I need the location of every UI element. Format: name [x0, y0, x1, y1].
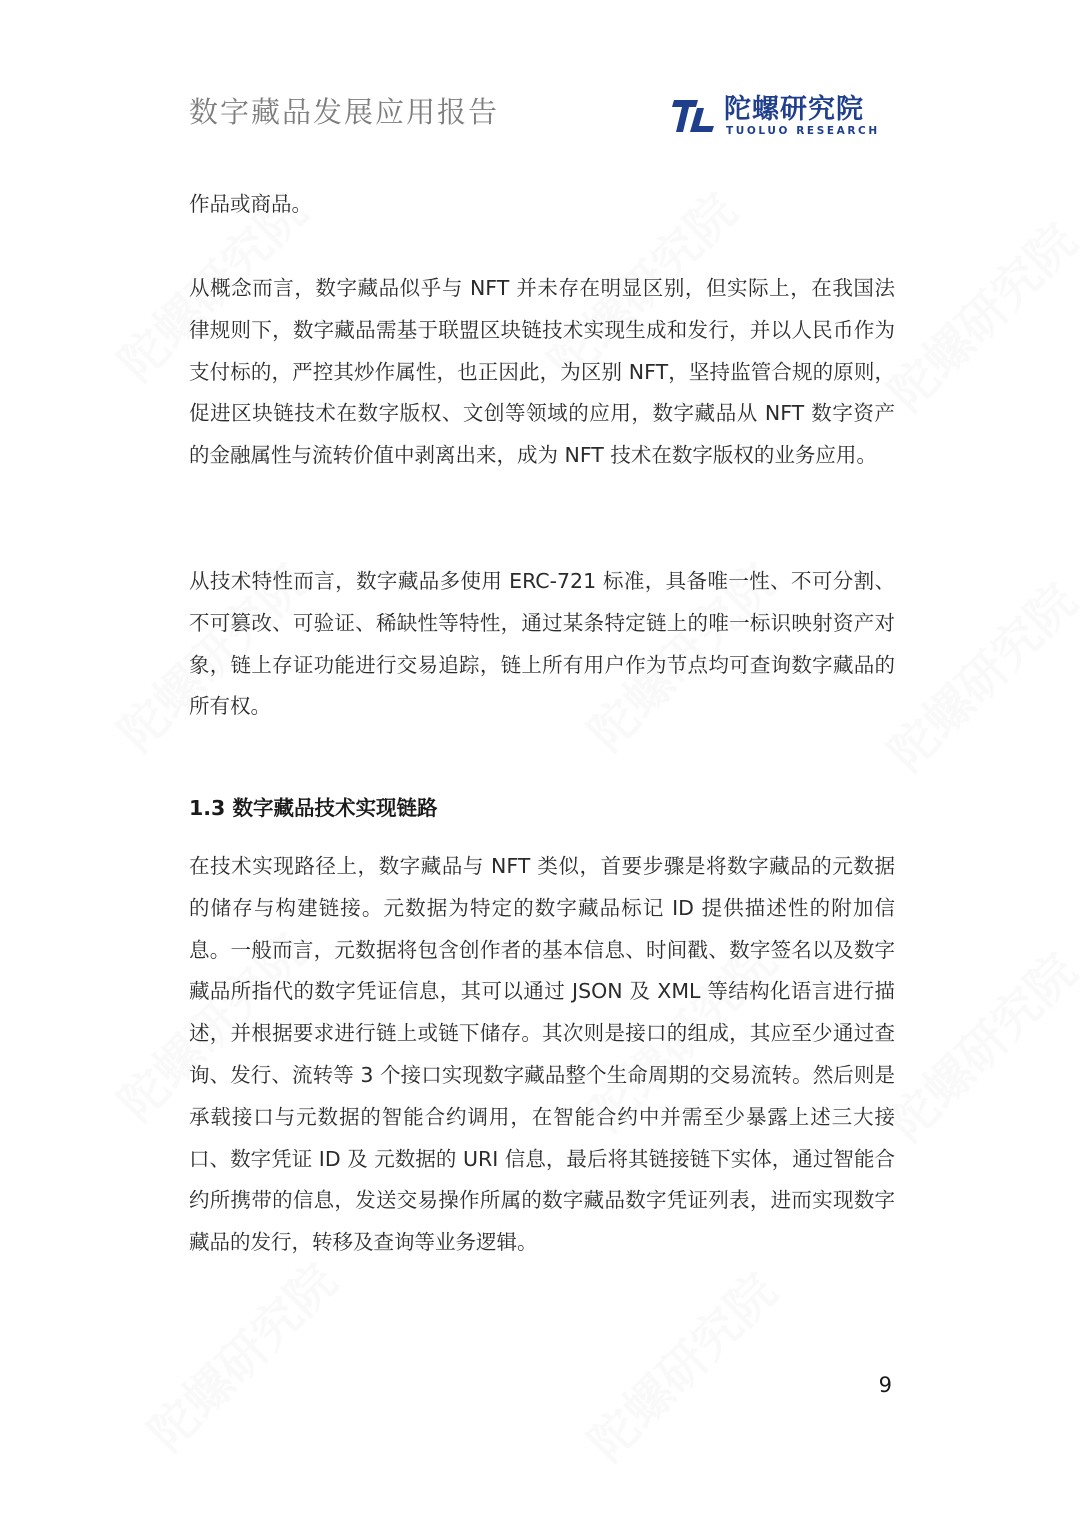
paragraph: 作品或商品。 — [189, 192, 312, 216]
watermark — [871, 935, 1080, 1154]
paragraph: 从概念而言，数字藏品似乎与 NFT 并未存在明显区别，但实际上，在我国法律规则下，数字藏品需基于联盟区块链技术实现生成和发行，并以人民币作为支付标的，严控其炒作属性，也正因此，为区别 NFT，坚持监管合规的原则，促进区块链技术在数字版权、文创等领域的应用，数字藏品从 NFT 数字资产的金融属性与流转价值中剥离出来，成为 NFT 技术在数字版权的业务应用。 — [189, 276, 895, 468]
section-paragraph: 在技术实现路径上，数字藏品与 NFT 类似，首要步骤是将数字藏品的元数据的储存与构建链接。元数据为特定的数字藏品标记 ID 提供描述性的附加信息。一般而言，元数据将包含创作者的基本信息、时间戳、数字签名以及数字藏品所指代的数字凭证信息，其可以通过 JSON 及 XML 等结构化语言进行描述，并根据要求进行链上或链下储存。其次则是接口的组成，其应至少通过查询、发行、流转等 3 个接口实现数字藏品整个生命周期的交易流转。然后则是承载接口与元数据的智能合约调用，在智能合约中并需至少暴露上述三大接口、数字凭证 ID 及 元数据的 URI 信息，最后将其链接链下实体，通过智能合约所携带的信息，发送交易操作所属的数字藏品数字凭证列表，进而实现数字藏品的发行，转移及查询等业务逻辑。 — [189, 854, 895, 1255]
paragraph: 从技术特性而言，数字藏品多使用 ERC-721 标准，具备唯一性、不可分割、不可篡改、可验证、稀缺性等特性，通过某条特定链上的唯一标识映射资产对象，链上存证功能进行交易追踪，链上所有用户作为节点均可查询数字藏品的所有权。 — [189, 569, 895, 719]
tl-logo-icon — [672, 98, 716, 134]
watermark — [131, 1245, 350, 1464]
watermark — [871, 565, 1080, 784]
watermark — [571, 1255, 790, 1474]
watermark — [871, 205, 1080, 424]
brand-logo — [672, 96, 892, 142]
logo-name-en: TUOLUO RESEARCH — [726, 125, 880, 137]
page-number: 9 — [878, 1373, 892, 1397]
logo-name-cn: 陀螺研究院 — [724, 94, 864, 125]
section-heading: 1.3 数字藏品技术实现链路 — [189, 796, 438, 820]
report-title: 数字藏品发展应用报告 — [189, 95, 500, 129]
